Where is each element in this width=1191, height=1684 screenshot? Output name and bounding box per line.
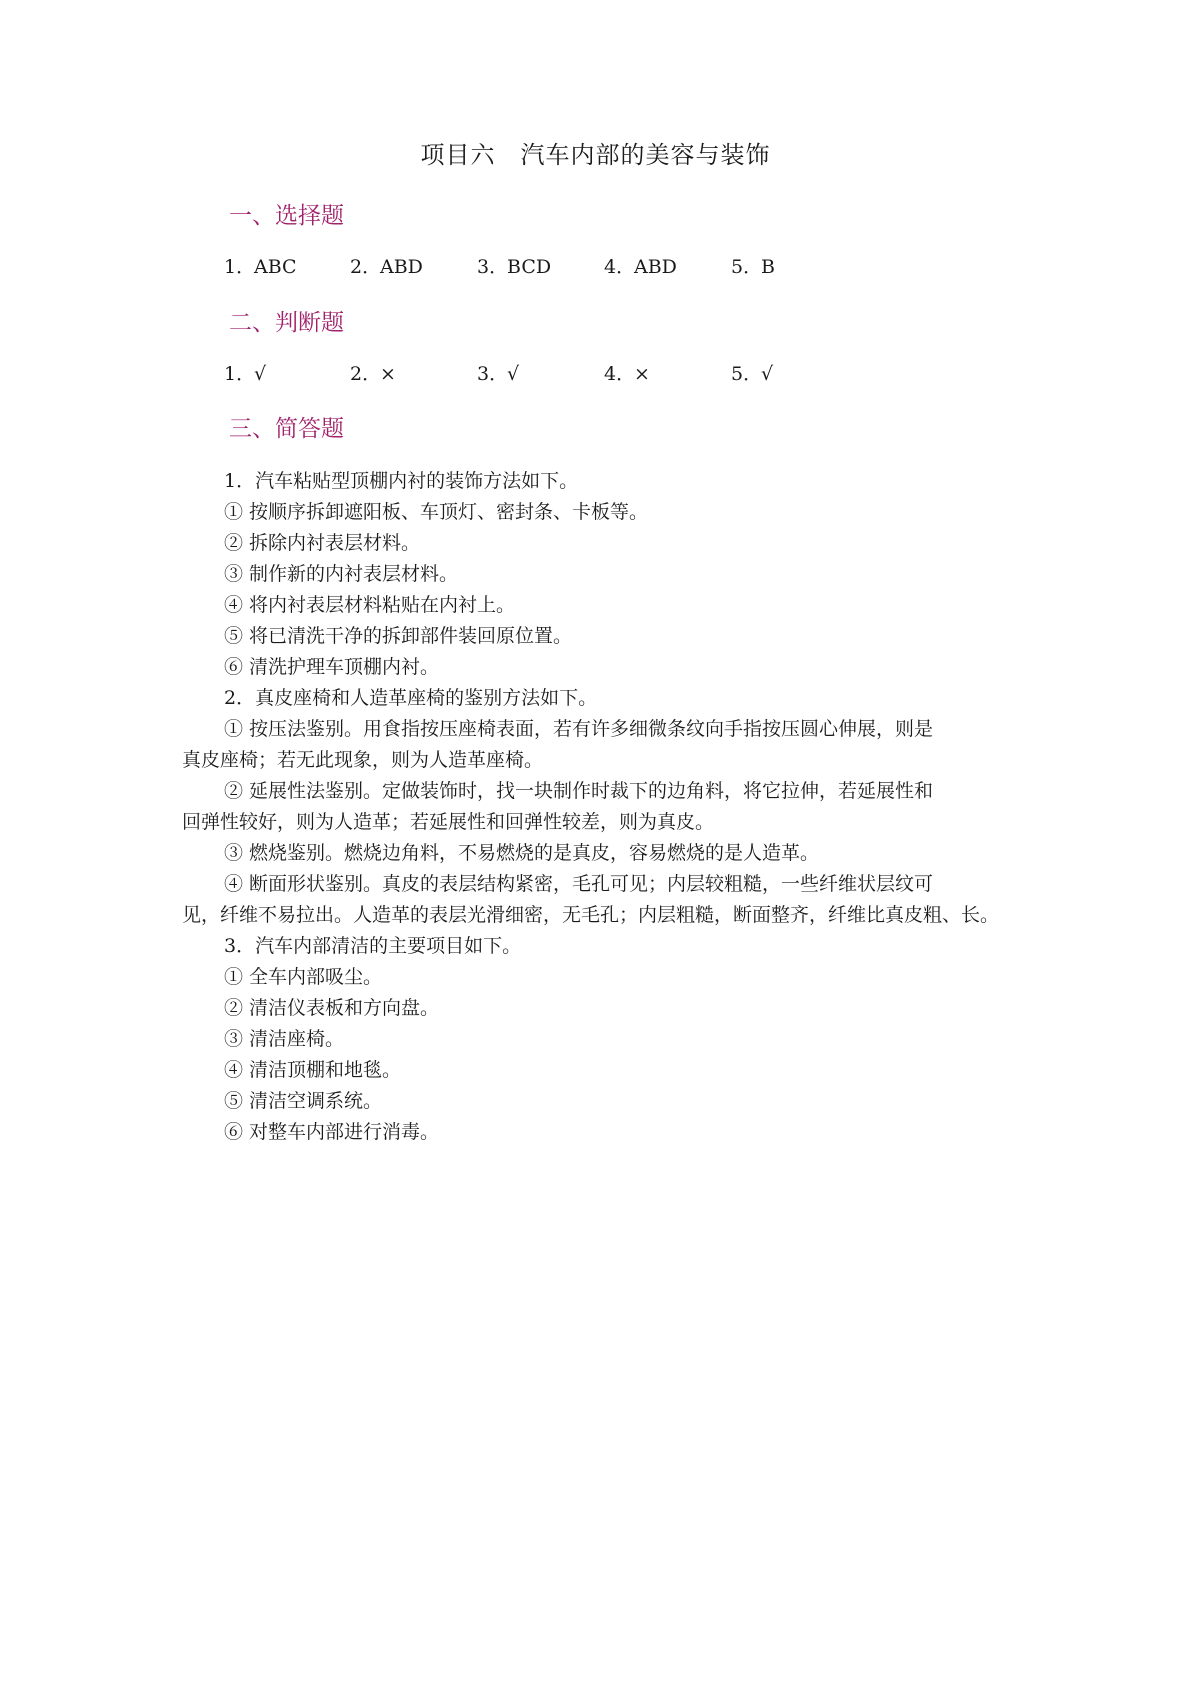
choice-answer-4: 4．ABD <box>604 256 677 278</box>
judge-answer-3: 3．√ <box>477 363 520 385</box>
judge-answer-1: 1．√ <box>224 363 267 385</box>
body-line: 见，纤维不易拉出。人造革的表层光滑细密，无毛孔；内层粗糙，断面整齐，纤维比真皮粗、长。 <box>182 904 1000 926</box>
body-line: ② 清洁仪表板和方向盘。 <box>224 997 440 1019</box>
body-line: 1．汽车粘贴型顶棚内衬的装饰方法如下。 <box>224 470 579 492</box>
page-title: 项目六 汽车内部的美容与装饰 <box>420 141 771 169</box>
choice-answer-3: 3．BCD <box>477 256 552 278</box>
body-line: ④ 清洁顶棚和地毯。 <box>224 1059 402 1081</box>
body-line: ③ 燃烧鉴别。燃烧边角料，不易燃烧的是真皮，容易燃烧的是人造革。 <box>224 842 820 864</box>
body-line: 3．汽车内部清洁的主要项目如下。 <box>224 935 522 957</box>
body-line: ③ 清洁座椅。 <box>224 1028 345 1050</box>
body-line: ⑤ 将已清洗干净的拆卸部件装回原位置。 <box>224 625 573 647</box>
choice-answer-2: 2．ABD <box>350 256 423 278</box>
body-line: 真皮座椅；若无此现象，则为人造革座椅。 <box>182 749 544 771</box>
body-line: ⑥ 清洗护理车顶棚内衬。 <box>224 656 440 678</box>
body-line: ④ 断面形状鉴别。真皮的表层结构紧密，毛孔可见；内层较粗糙，一些纤维状层纹可 <box>224 873 934 895</box>
section-heading-judge: 二、判断题 <box>229 310 344 336</box>
judge-answer-4: 4．× <box>604 363 650 385</box>
body-line: ④ 将内衬表层材料粘贴在内衬上。 <box>224 594 516 616</box>
body-line: ② 拆除内衬表层材料。 <box>224 532 421 554</box>
body-line: ⑥ 对整车内部进行消毒。 <box>224 1121 440 1143</box>
choice-answer-1: 1．ABC <box>224 256 297 278</box>
body-line: 2．真皮座椅和人造革座椅的鉴别方法如下。 <box>224 687 598 709</box>
body-line: ② 延展性法鉴别。定做装饰时，找一块制作时裁下的边角料，将它拉伸，若延展性和 <box>224 780 934 802</box>
body-line: ① 按顺序拆卸遮阳板、车顶灯、密封条、卡板等。 <box>224 501 649 523</box>
body-line: ① 按压法鉴别。用食指按压座椅表面，若有许多细微条纹向手指按压圆心伸展，则是 <box>224 718 934 740</box>
section-heading-choice: 一、选择题 <box>229 203 344 229</box>
section-heading-short: 三、简答题 <box>229 416 344 442</box>
judge-answer-5: 5．√ <box>731 363 774 385</box>
body-line: ① 全车内部吸尘。 <box>224 966 383 988</box>
body-line: ③ 制作新的内衬表层材料。 <box>224 563 459 585</box>
body-line: 回弹性较好，则为人造革；若延展性和回弹性较差，则为真皮。 <box>182 811 715 833</box>
choice-answer-5: 5．B <box>731 256 775 278</box>
judge-answer-2: 2．× <box>350 363 396 385</box>
body-line: ⑤ 清洁空调系统。 <box>224 1090 383 1112</box>
